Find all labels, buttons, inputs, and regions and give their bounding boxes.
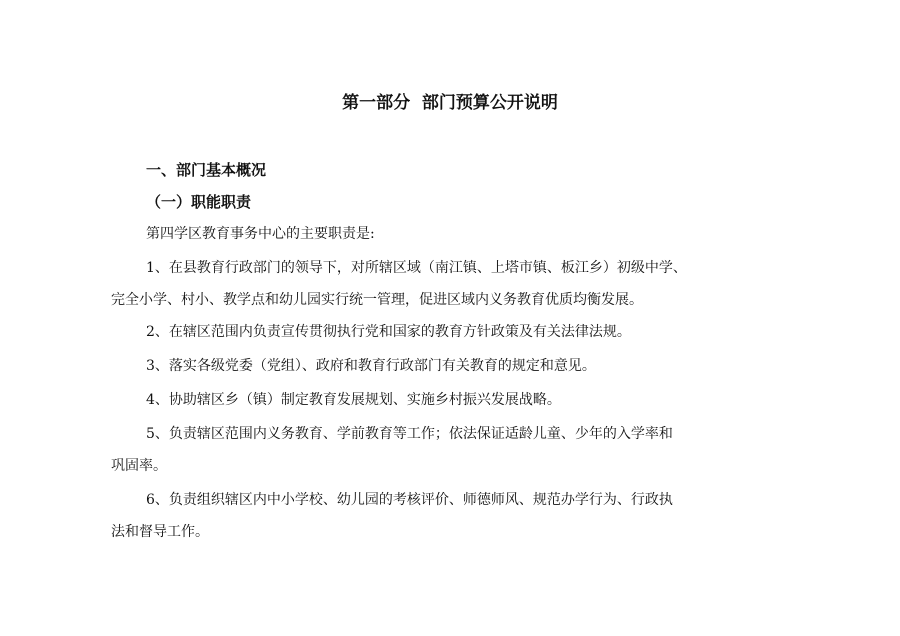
duty-item-3: 3、落实各级党委（党组）、政府和教育行政部门有关教育的规定和意见。 — [146, 358, 596, 374]
duty-item-2: 2、在辖区范围内负责宣传贯彻执行党和国家的教育方针政策及有关法律法规。 — [146, 324, 631, 340]
duty-item-4: 4、协助辖区乡（镇）制定教育发展规划、实施乡村振兴发展战略。 — [146, 392, 561, 408]
duty-item-5-line-1: 5、负责辖区范围内义务教育、学前教育等工作；依法保证适龄儿童、少年的入学率和 — [146, 426, 673, 442]
duty-item-1-line-2: 完全小学、村小、教学点和幼儿园实行统一管理，促进区域内义务教育优质均衡发展。 — [111, 292, 643, 308]
intro-paragraph: 第四学区教育事务中心的主要职责是: — [146, 226, 375, 242]
page-title: 第一部分 部门预算公开说明 — [342, 93, 558, 113]
section-heading: 一、部门基本概况 — [146, 161, 267, 179]
duty-item-5-line-2: 巩固率。 — [111, 458, 167, 474]
duty-item-6-line-1: 6、负责组织辖区内中小学校、幼儿园的考核评价、师德师风、规范办学行为、行政执 — [146, 492, 673, 508]
duty-item-6-line-2: 法和督导工作。 — [111, 524, 209, 540]
subsection-heading: （一）职能职责 — [146, 193, 252, 211]
duty-item-1-line-1: 1、在县教育行政部门的领导下，对所辖区域（南江镇、上塔市镇、板江乡）初级中学、 — [146, 260, 687, 276]
